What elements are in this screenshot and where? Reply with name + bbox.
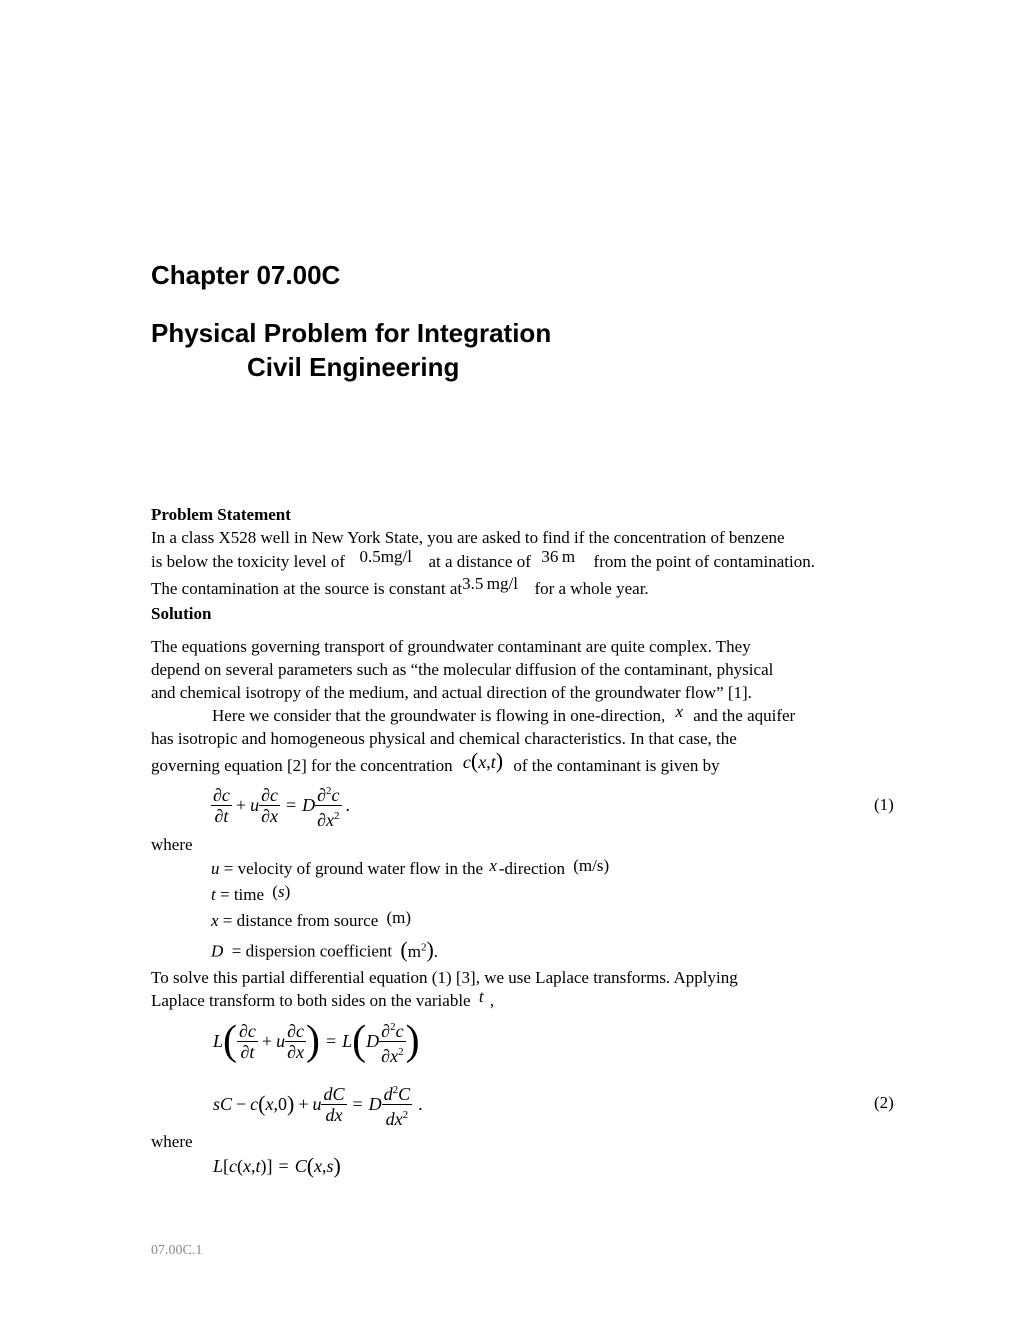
title-line-2: Civil Engineering (247, 352, 460, 382)
definition-u: u = velocity of ground water flow in the x -direction (m/s) (211, 856, 610, 878)
solution-line-1: The equations governing transport of groundwater contaminant are quite complex. They (151, 637, 751, 656)
page-footer: 07.00C.1 (151, 1243, 203, 1258)
problem-line-3-text-b: for a whole year. (534, 579, 649, 598)
definition-x: x = distance from source (m) (211, 908, 412, 930)
laplace-definition: L [ c ( x , t )] = C ( x , s ) (213, 1153, 341, 1178)
solution-line-6: governing equation [2] for the concentration c(x,t) of the contaminant is given by (151, 748, 720, 775)
problem-line-2-text-a: is below the toxicity level of (151, 552, 346, 571)
problem-line-2-text-b: at a distance of (428, 552, 531, 571)
laplace-line-2: Laplace transform to both sides on the variable t , (151, 987, 495, 1010)
solution-line-3: and chemical isotropy of the medium, and actual direction of the groundwater flow” [1]. (151, 683, 752, 702)
chapter-title: Chapter 07.00C (151, 260, 341, 290)
equation-1-number: (1) (874, 795, 894, 814)
equation-1: $\frac{\partial c}{\partial t}$ + u $\frac{\partial c}{\partial x}$ = D $\frac{\partial^2c}{\partial x^2}$ . (211, 779, 350, 831)
problem-statement-heading: Problem Statement (151, 505, 291, 524)
equation-2: sC − c ( x ,0 ) + u $\frac{dC}{dx}$ = D $\frac{d^2C}{dx^2}$ . (213, 1077, 423, 1131)
solution-line-2: depend on several parameters such as “the molecular diffusion of the contaminant, physical (151, 660, 774, 679)
definition-t: t = time (s) (211, 882, 291, 904)
definition-D: D = dispersion coefficient $(m^2)$. (211, 936, 439, 962)
problem-line-3-text-a: The contamination at the source is constant at (151, 579, 463, 598)
equation-2-number: (2) (874, 1093, 894, 1112)
problem-line-2 (151, 547, 815, 573)
solution-heading: Solution (151, 604, 212, 623)
solution-line-5: has isotropic and homogeneous physical and chemical characteristics. In that case, the (151, 729, 737, 748)
laplace-equation: L ( $\frac{\partial c}{\partial t}$ + u $\frac{\partial c}{\partial x}$ ) = L ( D $\frac{\partial^2c}{\partial x^2}$ ) (213, 1018, 420, 1066)
laplace-line-1: To solve this partial differential equation (1) [3], we use Laplace transforms. Applying (151, 968, 738, 987)
source-value: 3.5 mg/l (462, 574, 518, 593)
where-label-1: where (151, 835, 193, 854)
distance-value: 36 m (541, 547, 576, 566)
toxicity-value: 0.5mg/l (359, 547, 412, 566)
solution-line-4: Here we consider that the groundwater is flowing in one-direction, x and the aquifer (212, 702, 796, 725)
where-label-2: where (151, 1132, 193, 1151)
title-line-1: Physical Problem for Integration (151, 318, 552, 348)
problem-line-3 (151, 574, 649, 600)
problem-line-1: In a class X528 well in New York State, you are asked to find if the concentration of benzene (151, 528, 785, 547)
problem-line-2-text-c: from the point of contamination. (593, 552, 815, 571)
